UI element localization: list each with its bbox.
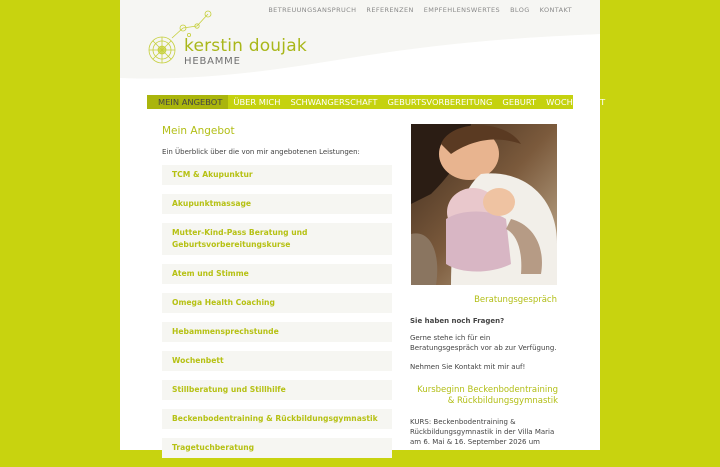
nav-geburtsvorbereitung[interactable]: GEBURTSVORBEREITUNG	[387, 97, 493, 107]
offer-beckenbodentraining[interactable]: Beckenbodentraining & Rückbildungsgymnastik	[162, 409, 392, 429]
page-title: Mein Angebot	[162, 125, 235, 137]
page	[120, 0, 606, 452]
nav-mein-angebot[interactable]: MEIN ANGEBOT	[147, 95, 228, 109]
top-navigation	[268, 6, 572, 14]
intro-text: Ein Überblick über die von mir angebotenen Leistungen:	[162, 148, 360, 156]
logo-name[interactable]: kerstin doujak	[184, 36, 307, 56]
offer-tcm-akupunktur[interactable]: TCM & Akupunktur	[162, 165, 392, 185]
offer-akupunktmassage[interactable]: Akupunktmassage	[162, 194, 392, 214]
course-text: KURS: Beckenbodentraining & Rückbildungsgymnastik in der Villa Maria am 6. Mai & 16. September 2026 um	[410, 418, 555, 446]
logo-subtitle: HEBAMME	[184, 56, 241, 67]
main-navigation	[147, 95, 606, 109]
offer-omega-health-coaching[interactable]: Omega Health Coaching	[162, 293, 392, 313]
offer-hebammensprechstunde[interactable]: Hebammensprechstunde	[162, 322, 392, 342]
topnav-empfehlenswertes[interactable]: EMPFEHLENSWERTES	[423, 6, 501, 14]
consultation-title: Beratungsgespräch	[474, 295, 557, 305]
offer-tragetuchberatung[interactable]: Tragetuchberatung	[162, 438, 392, 458]
question-text: Sie haben noch Fragen?	[410, 317, 505, 325]
offer-mutter-kind-pass[interactable]: Mutter-Kind-Pass Beratung und Geburtsvorbereitungskurse	[162, 223, 392, 255]
topnav-betreuungsanspruch[interactable]: BETREUUNGSANSPRUCH	[268, 6, 357, 14]
contact-link[interactable]: Nehmen Sie Kontakt mit mir auf!	[410, 363, 526, 371]
topnav-referenzen[interactable]: REFERENZEN	[366, 6, 414, 14]
offer-wochenbett[interactable]: Wochenbett	[162, 351, 392, 371]
topnav-kontakt[interactable]: KONTAKT	[539, 6, 572, 14]
mother-baby-photo	[411, 124, 557, 285]
consultation-text: Gerne stehe ich für ein Beratungsgespräch vor ab zur Verfügung.	[410, 334, 557, 352]
offer-list	[162, 165, 392, 467]
topnav-blog[interactable]: BLOG	[510, 6, 530, 14]
nav-schwangerschaft[interactable]: SCHWANGERSCHAFT	[290, 97, 378, 107]
nav-wochenbett[interactable]: WOCHENBETT	[546, 97, 606, 107]
nav-geburt[interactable]: GEBURT	[502, 97, 537, 107]
offer-atem-stimme[interactable]: Atem und Stimme	[162, 264, 392, 284]
offer-stillberatung[interactable]: Stillberatung und Stillhilfe	[162, 380, 392, 400]
nav-ueber-mich[interactable]: ÜBER MICH	[233, 97, 281, 107]
course-title: Kursbeginn Beckenbodentraining & Rückbildungsgymnastik	[417, 385, 558, 406]
header	[120, 0, 600, 95]
